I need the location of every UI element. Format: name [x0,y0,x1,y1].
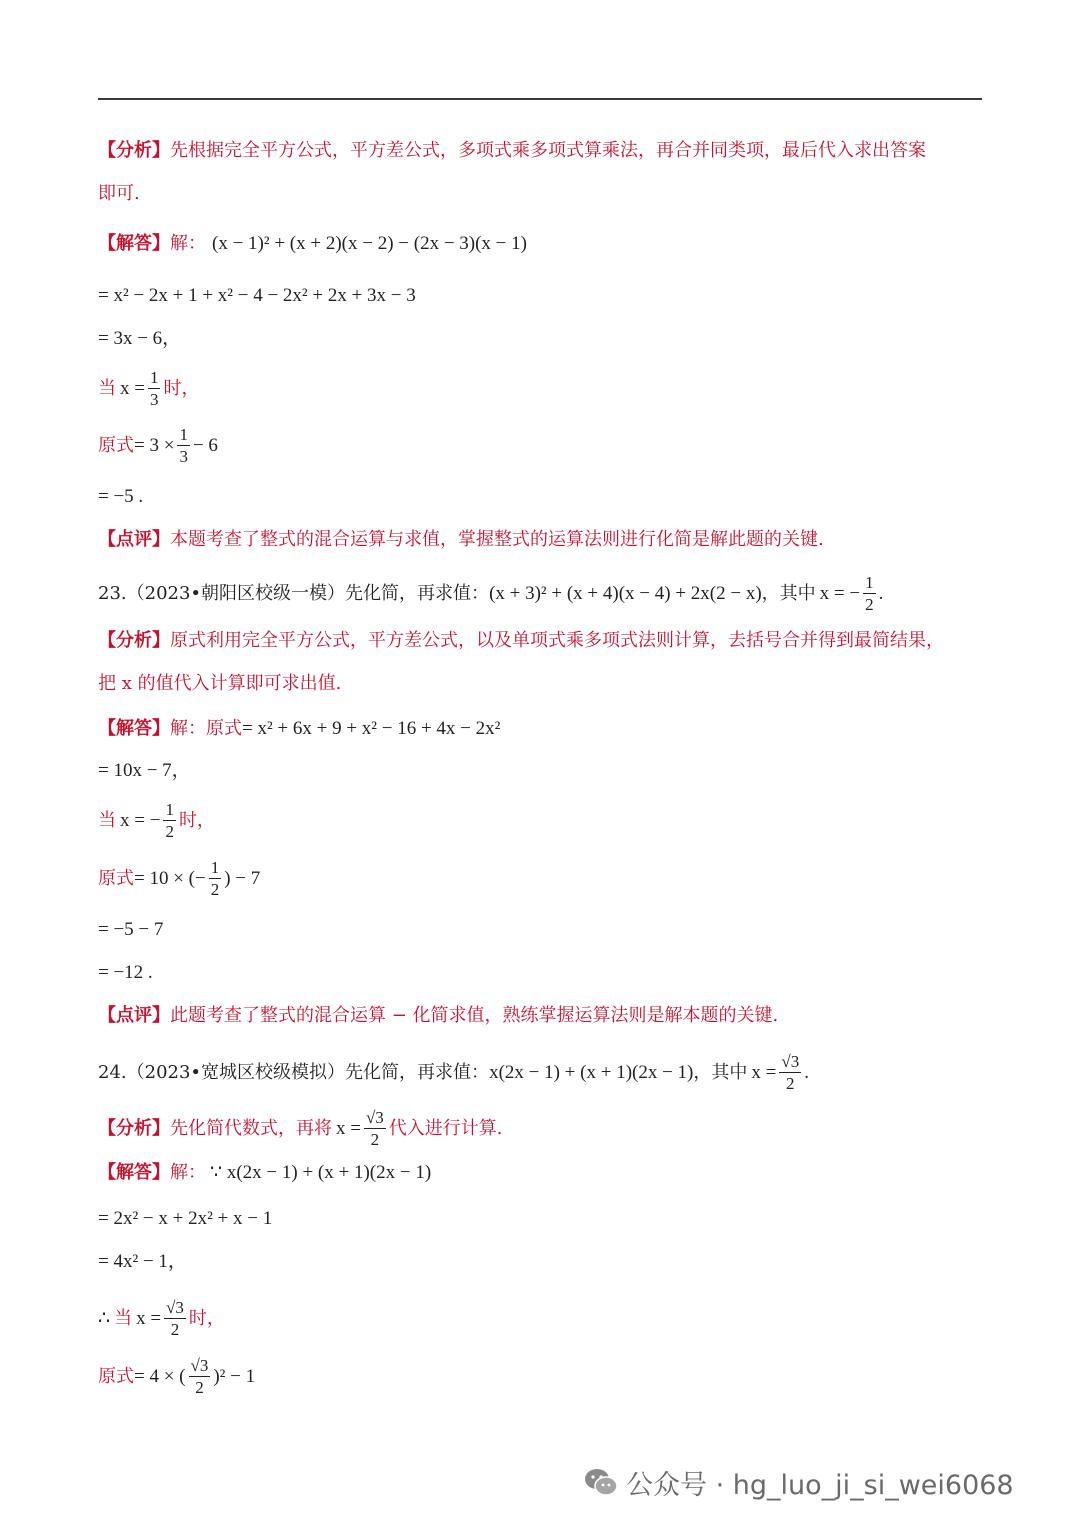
math-expression: = x² − 2x + 1 + x² − 4 − 2x² + 2x + 3x − 3 [98,285,416,306]
fraction-denominator: 2 [370,1130,380,1149]
fraction-denominator: 3 [149,390,159,409]
substitution-line [98,1298,225,1339]
math-step [98,960,153,986]
fraction-denominator: 2 [165,822,174,841]
solution-line [98,716,500,742]
solution-line [98,1160,431,1186]
therefore-symbol: ∴ [98,1307,111,1329]
solution-tag: 【解答】 [98,718,170,739]
analysis-text: 先根据完全平方公式，平方差公式，多项式乘多项式算乘法，再合并同类项，最后代入求出答案 [170,140,926,161]
math-expression: x(2x − 1) + (x + 1)(2x − 1) [489,1061,694,1083]
math-expression: = 10x − 7， [98,760,191,781]
analysis-tag: 【分析】 [98,140,170,161]
fraction-denominator: 2 [195,1378,204,1397]
question-prefix: 23.（2023•朝阳区校级一模）先化简，再求值： [98,582,490,604]
math-expression: = 4x² − 1， [98,1251,187,1272]
when-label: 当 [98,809,116,831]
fraction [148,368,161,409]
fraction [779,1052,801,1093]
fraction-numerator: √3 [190,1356,209,1375]
result: = −5 . [98,486,144,507]
math-step [98,1249,187,1275]
wechat-icon [584,1467,618,1497]
fraction-numerator: √3 [166,1298,184,1317]
when-suffix: 时， [188,1307,225,1329]
fraction-numerator: 1 [865,573,874,592]
fraction-numerator: 1 [165,800,174,819]
solution-lead: 解：原式 [170,718,242,739]
question-prefix: 24.（2023•宽城区校级模拟）先化简，再求值： [98,1061,490,1083]
when-label: 当 [114,1307,133,1329]
math-step [98,758,191,784]
comment-tag: 【点评】 [98,1005,170,1026]
comment-text: 本题考查了整式的混合运算与求值，掌握整式的运算法则进行化简是解此题的关键. [170,529,824,550]
analysis-line [98,1108,503,1149]
math-expression: (x + 3)² + (x + 4)(x − 4) + 2x(2 − x) [489,582,762,604]
math-step [98,326,181,352]
substitution-line [98,800,215,841]
math-expression: = 3 × [134,434,175,456]
comment-tag: 【点评】 [98,529,170,550]
math-expression: x = [136,1307,162,1329]
fraction-numerator: 1 [179,425,188,444]
original-expression-line [98,858,260,899]
when-label: 当 [98,377,116,399]
header-rule [98,98,982,100]
math-expression: x = [120,377,145,399]
fraction-denominator: 2 [210,880,220,899]
math-expression: x = [751,1061,777,1083]
fraction-denominator: 2 [865,595,874,614]
analysis-line [98,671,341,697]
comment-line [98,1003,778,1029]
math-expression: x = − [819,582,861,604]
substitution-line [98,368,199,409]
analysis-text: 代入进行计算. [388,1117,503,1139]
result: = −12 . [98,962,153,983]
analysis-text: 即可. [98,183,140,204]
math-expression: − 6 [192,434,218,456]
math-step [98,917,163,943]
solution-tag: 【解答】 [98,1162,170,1183]
math-expression: )² − 1 [213,1365,256,1387]
math-expression: = 2x² − x + 2x² + x − 1 [98,1208,273,1229]
watermark-text: 公众号 · hg_luo_ji_si_wei6068 [626,1469,1014,1501]
original-expression-line [98,425,218,466]
math-expression: x = [336,1117,361,1139]
math-step [98,484,143,510]
math-expression: = 3x − 6， [98,328,182,349]
analysis-line [98,138,926,164]
math-expression: = 10 × (− [134,867,206,889]
fraction-denominator: 3 [179,447,188,466]
original-label: 原式 [98,434,134,456]
question-end: . [878,582,884,604]
math-step [98,1206,272,1232]
fraction-denominator: 2 [170,1320,180,1339]
fraction [163,800,176,841]
comment-text: 此题考查了整式的混合运算 − 化简求值，熟练掌握运算法则是解本题的关键. [170,1005,779,1026]
fraction [177,425,190,466]
watermark [584,1462,1014,1502]
solution-lead: 解： [170,1162,206,1183]
analysis-text: 原式利用完全平方公式，平方差公式，以及单项式乘多项式法则计算，去括号合并得到最简结果， [170,630,944,651]
fraction-numerator: 1 [210,858,220,877]
math-expression: ∵ x(2x − 1) + (x + 1)(2x − 1) [210,1162,432,1183]
when-suffix: 时， [178,809,215,831]
analysis-text: 先化简代数式，再将 [170,1117,332,1139]
fraction [209,858,222,899]
fraction-denominator: 2 [786,1074,795,1093]
question-23 [98,573,883,614]
analysis-tag: 【分析】 [98,1117,170,1139]
math-expression: ) − 7 [224,867,261,889]
math-expression: = −5 − 7 [98,919,164,940]
analysis-line [98,628,944,654]
original-label: 原式 [98,867,134,889]
fraction-numerator: √3 [781,1052,800,1071]
when-suffix: 时， [163,377,200,399]
fraction-numerator: 1 [149,368,159,387]
analysis-tag: 【分析】 [98,630,170,651]
math-expression: = 4 × ( [134,1365,186,1387]
math-step [98,283,416,309]
solution-lead: 解： [170,233,206,254]
fraction-numerator: √3 [365,1108,384,1127]
question-24 [98,1052,809,1093]
comment-line [98,527,824,553]
math-expression: (x − 1)² + (x + 2)(x − 2) − (2x − 3)(x − 1) [212,233,527,254]
analysis-line [98,181,140,207]
question-mid: ，其中 [693,1061,748,1083]
math-expression: = x² + 6x + 9 + x² − 16 + 4x − 2x² [242,718,501,739]
question-mid: ，其中 [761,582,816,604]
fraction [364,1108,386,1149]
solution-tag: 【解答】 [98,233,170,254]
fraction [189,1356,211,1397]
original-label: 原式 [98,1365,134,1387]
original-expression-line [98,1356,255,1397]
question-end: . [804,1061,809,1083]
solution-line [98,231,527,257]
fraction [164,1298,186,1339]
analysis-text: 把 x 的值代入计算即可求出值. [98,673,342,694]
fraction [863,573,876,614]
math-expression: x = − [120,809,161,831]
